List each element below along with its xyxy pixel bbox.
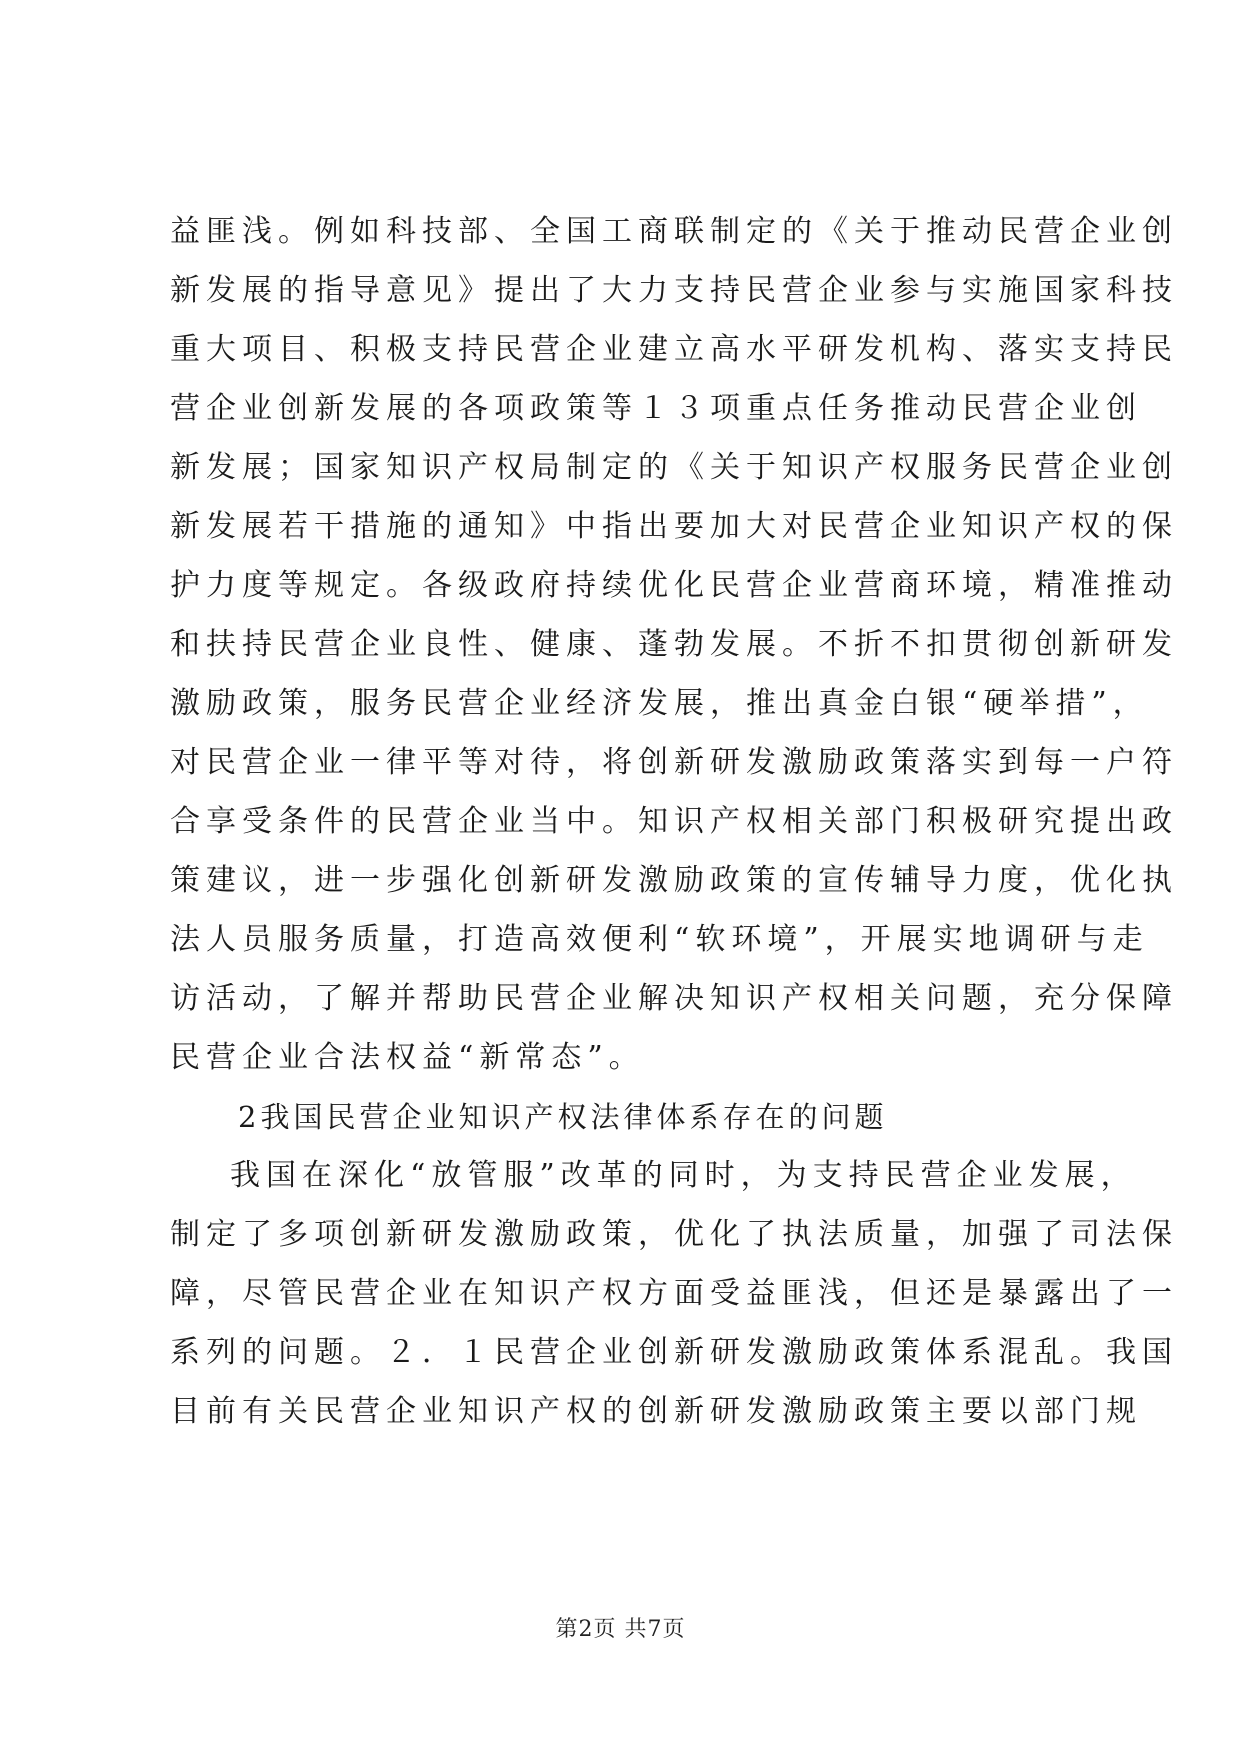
body-text-line: 营企业创新发展的各项政策等１３项重点任务推动民营企业创 [170,391,1142,426]
body-text-line: 激励政策，服务民营企业经济发展，推出真金白银“硬举措”， [170,686,1149,721]
body-text-line: 对民营企业一律平等对待，将创新研发激励政策落实到每一户符 [170,745,1178,780]
page-number-footer: 第2页 共7页 [555,1617,686,1642]
body-text-line: 新发展若干措施的通知》中指出要加大对民营企业知识产权的保 [170,509,1178,544]
body-text-line: 系列的问题。２．１民营企业创新研发激励政策体系混乱。我国 [170,1335,1178,1370]
body-text-line: 民营企业合法权益“新常态”。 [170,1040,645,1075]
body-text-line: 护力度等规定。各级政府持续优化民营企业营商环境，精准推动 [170,568,1178,603]
body-text-line: 和扶持民营企业良性、健康、蓬勃发展。不折不扣贯彻创新研发 [170,627,1178,662]
section-heading: 2我国民营企业知识产权法律体系存在的问题 [238,1100,888,1134]
paragraph-first-line: 我国在深化“放管服”改革的同时，为支持民营企业发展， [230,1158,1137,1193]
body-text-line: 策建议，进一步强化创新研发激励政策的宣传辅导力度，优化执 [170,863,1178,898]
body-text-line: 新发展的指导意见》提出了大力支持民营企业参与实施国家科技 [170,273,1178,308]
body-text-line: 法人员服务质量，打造高效便利“软环境”，开展实地调研与走 [170,922,1149,957]
body-text-line: 障，尽管民营企业在知识产权方面受益匪浅，但还是暴露出了一 [170,1276,1178,1311]
body-text-line: 益匪浅。例如科技部、全国工商联制定的《关于推动民营企业创 [170,214,1178,249]
body-text-line: 重大项目、积极支持民营企业建立高水平研发机构、落实支持民 [170,332,1178,367]
body-text-line: 新发展；国家知识产权局制定的《关于知识产权服务民营企业创 [170,450,1178,485]
body-text-line: 制定了多项创新研发激励政策，优化了执法质量，加强了司法保 [170,1217,1178,1252]
body-text-line: 合享受条件的民营企业当中。知识产权相关部门积极研究提出政 [170,804,1178,839]
body-text-line: 访活动，了解并帮助民营企业解决知识产权相关问题，充分保障 [170,981,1178,1016]
body-text-line: 目前有关民营企业知识产权的创新研发激励政策主要以部门规 [170,1394,1142,1429]
